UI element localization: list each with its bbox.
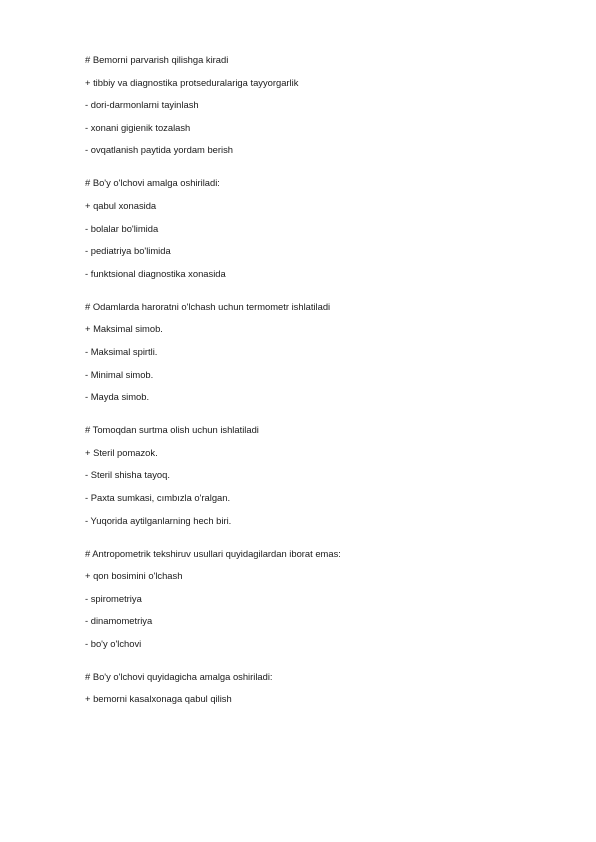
answer-option: - bo'y o'lchovi: [85, 637, 142, 649]
question-text: # Antropometrik tekshiruv usullari quyidagilardan iborat emas:: [85, 547, 341, 559]
question-block: [85, 54, 565, 155]
answer-option: - pediatriya bo'limida: [85, 245, 171, 257]
answer-option: - Mayda simob.: [85, 391, 150, 403]
question-block: [85, 548, 565, 649]
question-block: [85, 424, 565, 525]
correct-answer: + Steril pomazok.: [85, 446, 158, 458]
answer-option: - Steril shisha tayoq.: [85, 469, 170, 481]
answer-option: - dori-darmonlarni tayinlash: [85, 99, 199, 111]
question-block: [85, 177, 565, 278]
answer-option: - spirometriya: [85, 592, 142, 604]
question-text: # Odamlarda haroratni o'lchash uchun termometr ishlatiladi: [85, 300, 331, 312]
question-block: [85, 671, 565, 705]
answer-option: - bolalar bo'limida: [85, 222, 159, 234]
answer-option: - Paxta sumkasi, cımbızla o'ralgan.: [85, 491, 231, 503]
answer-option: - Maksimal spirtli.: [85, 345, 158, 357]
answer-option: - Minimal simob.: [85, 368, 154, 380]
answer-option: - funktsional diagnostika xonasida: [85, 267, 226, 279]
answer-option: - Yuqorida aytilganlarning hech biri.: [85, 514, 232, 526]
answer-option: - xonani gigienik tozalash: [85, 121, 191, 133]
correct-answer: + bemorni kasalxonaga qabul qilish: [85, 693, 232, 705]
question-block: [85, 301, 565, 402]
correct-answer: + tibbiy va diagnostika protseduralariga tayyorgarlik: [85, 76, 299, 88]
question-text: # Tomoqdan surtma olish uchun ishlatiladi: [85, 424, 259, 436]
correct-answer: + Maksimal simob.: [85, 323, 163, 335]
answer-option: - dinamometriya: [85, 615, 153, 627]
question-text: # Bo'y o'lchovi amalga oshiriladi:: [85, 177, 220, 189]
correct-answer: + qon bosimini o'lchash: [85, 570, 183, 582]
question-list: [85, 54, 565, 726]
question-text: # Bemorni parvarish qilishga kiradi: [85, 54, 229, 65]
correct-answer: + qabul xonasida: [85, 199, 157, 211]
question-text: # Bo'y o'lchovi quyidagicha amalga oshiriladi:: [85, 670, 273, 682]
answer-option: - ovqatlanish paytida yordam berish: [85, 144, 233, 156]
